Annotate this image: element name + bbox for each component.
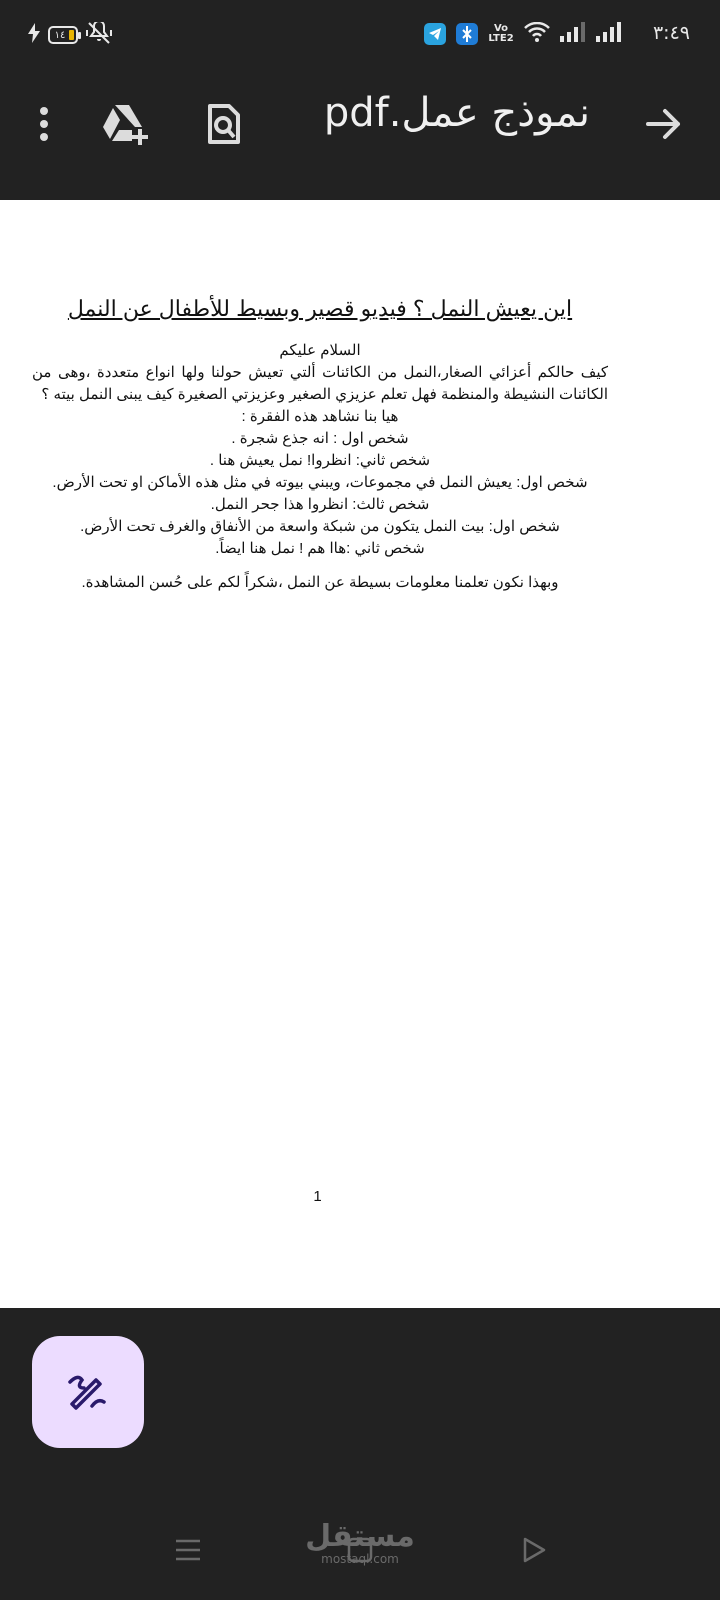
- annotate-fab-button[interactable]: [32, 1336, 144, 1448]
- menu-icon[interactable]: [168, 1530, 208, 1570]
- dialogue-line: هيا بنا نشاهد هذه الفقرة :: [241, 408, 399, 425]
- dialogue-line: شخص ثاني :هاا هم ! نمل هنا ايضاً.: [215, 540, 425, 557]
- status-right-icons: [424, 22, 622, 46]
- app-icon: [456, 23, 478, 45]
- battery-level: ١٤: [54, 29, 66, 41]
- dialogue-line: شخص ثالث: انظروا هذا جحر النمل.: [210, 496, 430, 513]
- watermark-latin: mostaql.com: [321, 1552, 399, 1566]
- status-bar: [0, 0, 720, 72]
- intro-paragraph: كيف حالكم أعزائي الصغار،النمل من الكائنات ألتي تعيش حولنا ولها انواع متعددة ،وهى من الكائنات النشيطة والمنظمة فهل تعلم عزيزي الصغير وعزيزتي الصغيرة كيف يبنى النمل بيته ؟: [32, 364, 608, 403]
- status-left-icons: [28, 22, 112, 48]
- top-app-bar: [0, 72, 720, 182]
- closing-line: وبهذا نكون تعلمنا معلومات بسيطة عن النمل ،شكراً لكم على حُسن المشاهدة.: [81, 574, 559, 591]
- volte-icon: Vo LTE2: [488, 23, 514, 44]
- more-vertical-icon[interactable]: [18, 98, 70, 150]
- dialogue-line: شخص اول: بيت النمل يتكون من شبكة واسعة من الأنفاق والغرف تحت الأرض.: [80, 518, 560, 535]
- edit-pen-icon: [66, 1368, 110, 1416]
- document-body: [30, 296, 610, 594]
- greeting-line: السلام عليكم: [279, 342, 361, 359]
- watermark-arabic: مستقل: [305, 1519, 415, 1554]
- mute-vibrate-icon: [86, 22, 112, 48]
- wifi-icon: [524, 22, 550, 46]
- search-document-icon[interactable]: [198, 98, 250, 150]
- document-title: نموذج عمل.pdf: [323, 90, 590, 136]
- signal-icon: [560, 22, 586, 46]
- charging-icon: [28, 23, 40, 47]
- drive-add-icon[interactable]: [100, 98, 152, 150]
- page-number: 1: [313, 1188, 322, 1205]
- pdf-page[interactable]: [0, 200, 720, 1308]
- watermark: [300, 1519, 420, 1566]
- telegram-icon: [424, 23, 446, 45]
- signal-icon: [596, 22, 622, 46]
- battery-icon: [48, 26, 78, 44]
- document-heading: اين يعيش النمل ؟ فيديو قصير وبسيط للأطفال عن النمل: [67, 296, 573, 321]
- dialogue-line: شخص اول : انه جذع شجرة .: [231, 430, 409, 447]
- play-icon[interactable]: [514, 1530, 554, 1570]
- status-time: ٣:٤٩: [652, 22, 690, 44]
- dialogue-line: شخص ثاني: انظروا! نمل يعيش هنا .: [209, 452, 431, 469]
- arrow-forward-icon[interactable]: [638, 98, 690, 150]
- dialogue-line: شخص اول: يعيش النمل في مجموعات، ويبني بيوته في مثل هذه الأماكن او تحت الأرض.: [52, 474, 588, 491]
